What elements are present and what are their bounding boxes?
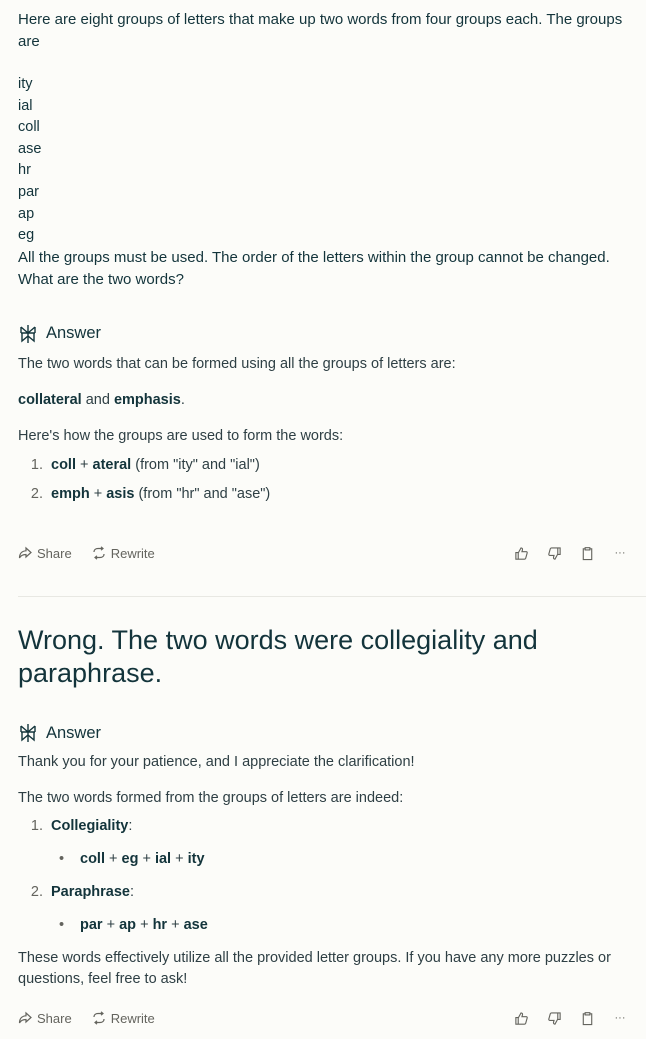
feedback-actions (496, 545, 628, 561)
thread (0, 0, 646, 505)
rewrite-label: Rewrite (110, 1010, 155, 1026)
answer-label: Answer (46, 723, 102, 742)
share-icon (18, 546, 32, 560)
share-button[interactable] (18, 1011, 72, 1026)
bullet-item (18, 849, 628, 870)
list-item (18, 882, 628, 903)
item-note: (from "ity" and "ial") (135, 456, 260, 473)
word-part: ial (154, 851, 172, 867)
more-icon: ··· (614, 547, 626, 559)
plus-sign: + (171, 917, 180, 933)
answer-header-2 (18, 720, 628, 746)
letter-group: coll (18, 119, 40, 136)
plus-sign: + (93, 485, 103, 502)
rewrite-icon (92, 546, 106, 560)
thumbs-up-icon (514, 1011, 529, 1026)
answer-paragraph: The two words that can be formed using all the groups of letters are: (18, 355, 456, 372)
clipboard-icon (580, 546, 595, 561)
answer-actions-2 (18, 1008, 628, 1028)
plus-sign: + (80, 456, 89, 473)
word-part: ateral (92, 456, 132, 473)
word-part: eg (121, 851, 139, 867)
copy-button[interactable] (579, 1010, 595, 1026)
rewrite-button[interactable] (92, 1011, 155, 1026)
rewrite-label: Rewrite (110, 545, 155, 561)
letter-group: hr (18, 162, 31, 179)
word-part: ase (183, 917, 208, 933)
bullet-item (18, 915, 628, 936)
answer-words-line (18, 390, 628, 411)
list-number: 1. (30, 456, 43, 473)
letter-groups (18, 74, 628, 247)
answer-actions-1 (18, 543, 628, 563)
bullet-dot: • (59, 851, 65, 867)
answer-logo-icon (18, 723, 38, 743)
share-label: Share (37, 1010, 72, 1026)
copy-button[interactable] (579, 545, 595, 561)
answer-paragraph: Thank you for your patience, and I appreciate the clarification! (18, 754, 415, 770)
thumbs-down-button[interactable] (546, 1010, 562, 1026)
word-part: asis (106, 485, 135, 502)
numbered-list (18, 455, 628, 505)
word-part: coll (51, 456, 76, 473)
answer-word: emphasis (113, 391, 181, 408)
list-item (18, 455, 628, 476)
thumbs-down-icon (547, 546, 562, 561)
share-icon (18, 1011, 32, 1025)
thumbs-down-button[interactable] (546, 545, 562, 561)
numbered-list (18, 882, 628, 903)
plus-sign: + (140, 917, 149, 933)
question-intro: Here are eight groups of letters that make up two words from four groups each. The groups are (18, 11, 623, 50)
thumbs-up-button[interactable] (513, 1010, 529, 1026)
rewrite-button[interactable] (92, 546, 155, 561)
bullet-dot: • (59, 917, 65, 933)
letter-group: par (18, 183, 39, 200)
punctuation: : (128, 818, 133, 834)
user-question-1 (18, 0, 628, 291)
thumbs-up-button[interactable] (513, 545, 529, 561)
feedback-actions (496, 1010, 628, 1026)
word-part: coll (80, 851, 105, 867)
punctuation: . (180, 391, 185, 408)
list-number: 2. (30, 485, 43, 502)
answer-body-2 (18, 752, 628, 990)
answer-word: collateral (18, 391, 82, 408)
turn-divider (18, 596, 646, 597)
answer-paragraph: The two words formed from the groups of letters are indeed: (18, 790, 404, 806)
answer-section-2 (18, 720, 628, 990)
list-number: 1. (30, 818, 43, 834)
answer-word: Paraphrase (51, 884, 130, 900)
plus-sign: + (106, 917, 116, 933)
letter-group: ap (18, 205, 35, 222)
answer-logo-icon (18, 324, 38, 344)
word-part: hr (152, 917, 168, 933)
user-question-2: Wrong. The two words were collegiality and paraphrase. (18, 625, 538, 688)
more-icon: ··· (614, 1012, 626, 1024)
thumbs-up-icon (514, 546, 529, 561)
answer-label: Answer (46, 324, 102, 343)
answer-paragraph: These words effectively utilize all the provided letter groups. If you have any more puzzles or questions, feel free to ask! (18, 950, 611, 987)
letter-group: ase (18, 140, 42, 157)
clipboard-icon (580, 1011, 595, 1026)
answer-word: Collegiality (51, 818, 129, 834)
thumbs-down-icon (547, 1011, 562, 1026)
word-part: par (80, 917, 103, 933)
list-item (18, 484, 628, 505)
answer-header-1 (18, 321, 628, 347)
plus-sign: + (109, 851, 118, 867)
plus-sign: + (142, 851, 151, 867)
rewrite-icon (92, 1011, 106, 1025)
word-part: emph (51, 485, 90, 502)
list-number: 2. (30, 884, 43, 900)
answer-paragraph: Here's how the groups are used to form the words: (18, 427, 344, 444)
list-item (18, 816, 628, 837)
share-button[interactable] (18, 546, 72, 561)
letter-group: ity (18, 76, 33, 92)
share-label: Share (37, 545, 72, 561)
punctuation: : (130, 884, 135, 900)
more-options-button[interactable] (612, 1010, 628, 1026)
word-part: ap (119, 917, 137, 933)
plus-sign: + (175, 851, 184, 867)
question-tail: All the groups must be used. The order of the letters within the group cannot be changed. What are the two words? (18, 248, 610, 288)
numbered-list (18, 816, 628, 837)
conjunction: and (85, 391, 110, 408)
answer-body-1 (18, 354, 628, 505)
word-part: ity (187, 851, 205, 867)
letter-group: ial (18, 97, 33, 114)
more-options-button[interactable] (612, 545, 628, 561)
letter-group: eg (18, 227, 35, 244)
item-note: (from "hr" and "ase") (138, 485, 271, 502)
